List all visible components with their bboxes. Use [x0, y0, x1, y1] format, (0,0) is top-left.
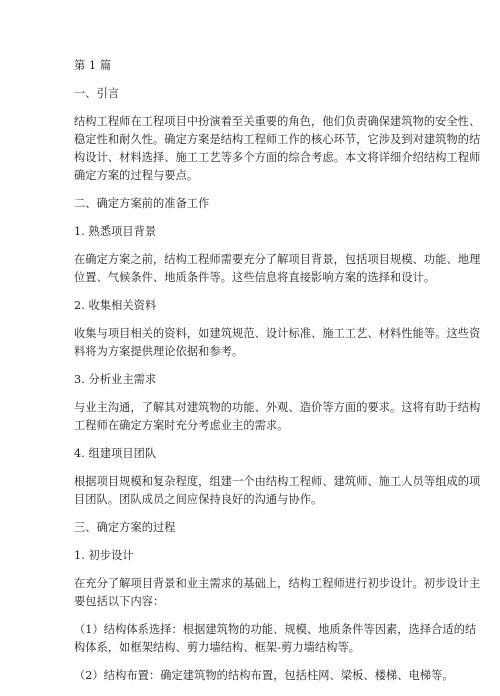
heading-text: 4. 组建项目团队: [74, 447, 157, 460]
paragraph-line: 收集与项目相关的资料，如建筑规范、设计标准、施工工艺、材料性能等。这些资: [74, 327, 481, 340]
paragraph: [74, 114, 481, 184]
paragraph-line: 根据项目规模和复杂程度，组建一个由结构工程师、建筑师、施工人员等组成的项: [74, 475, 481, 488]
heading-text: 3. 分析业主需求: [74, 373, 157, 386]
paragraph-line: 稳定性和耐久性。确定方案是结构工程师工作的核心环节，它涉及到对建筑物的结: [74, 133, 481, 146]
paragraph-line: 目团队。团队成员之间应保持良好的沟通与协作。: [74, 493, 323, 506]
section-heading: [74, 548, 434, 564]
paragraph: [74, 622, 477, 656]
heading-text: 二、确定方案前的准备工作: [74, 197, 210, 210]
section-heading: [74, 224, 434, 240]
paragraph-line: 构设计、材料选择、施工工艺等多个方面的综合考虑。本文将详细介绍结构工程师: [74, 151, 481, 164]
paragraph-line: （2）结构布置：确定建筑物的结构布置，包括柱网、梁板、楼梯、电梯等。: [74, 669, 454, 682]
heading-text: 一、引言: [74, 87, 120, 100]
paragraph-line: 构体系，如框架结构、剪力墙结构、框架-剪力墙结构等。: [74, 641, 361, 654]
section-heading: [74, 86, 434, 102]
paragraph: [74, 400, 481, 434]
section-heading: [74, 446, 434, 462]
paragraph-line: （1）结构体系选择：根据建筑物的功能、规模、地质条件等因素，选择合适的结: [74, 623, 477, 636]
paragraph-line: 要包括以下内容：: [74, 595, 165, 608]
paragraph: [74, 576, 481, 610]
paragraph-line: 确定方案的过程与要点。: [74, 169, 199, 182]
document-body: [74, 58, 481, 696]
paragraph: [74, 252, 481, 286]
paragraph: [74, 668, 454, 684]
section-heading: [74, 58, 434, 74]
paragraph-line: 与业主沟通，了解其对建筑物的功能、外观、造价等方面的要求。这将有助于结构: [74, 401, 481, 414]
section-heading: [74, 372, 434, 388]
paragraph-line: 位置、气候条件、地质条件等。这些信息将直接影响方案的选择和设计。: [74, 271, 436, 284]
paragraph-line: 工程师在确定方案时充分考虑业主的需求。: [74, 419, 289, 432]
paragraph-line: 料将为方案提供理论依据和参考。: [74, 345, 244, 358]
heading-text: 1. 初步设计: [74, 549, 134, 562]
paragraph-line: 在确定方案之前，结构工程师需要充分了解项目背景，包括项目规模、功能、地理: [74, 253, 481, 266]
heading-text: 1. 熟悉项目背景: [74, 225, 157, 238]
paragraph-line: 在充分了解项目背景和业主需求的基础上，结构工程师进行初步设计。初步设计主: [74, 577, 481, 590]
section-heading: [74, 520, 434, 536]
heading-text: 三、确定方案的过程: [74, 521, 176, 534]
heading-text: 2. 收集相关资料: [74, 299, 157, 312]
paragraph: [74, 474, 481, 508]
heading-text: 第 1 篇: [74, 59, 112, 72]
section-heading: [74, 298, 434, 314]
section-heading: [74, 196, 434, 212]
paragraph: [74, 326, 481, 360]
paragraph-line: 结构工程师在工程项目中扮演着至关重要的角色，他们负责确保建筑物的安全性、: [74, 115, 481, 128]
